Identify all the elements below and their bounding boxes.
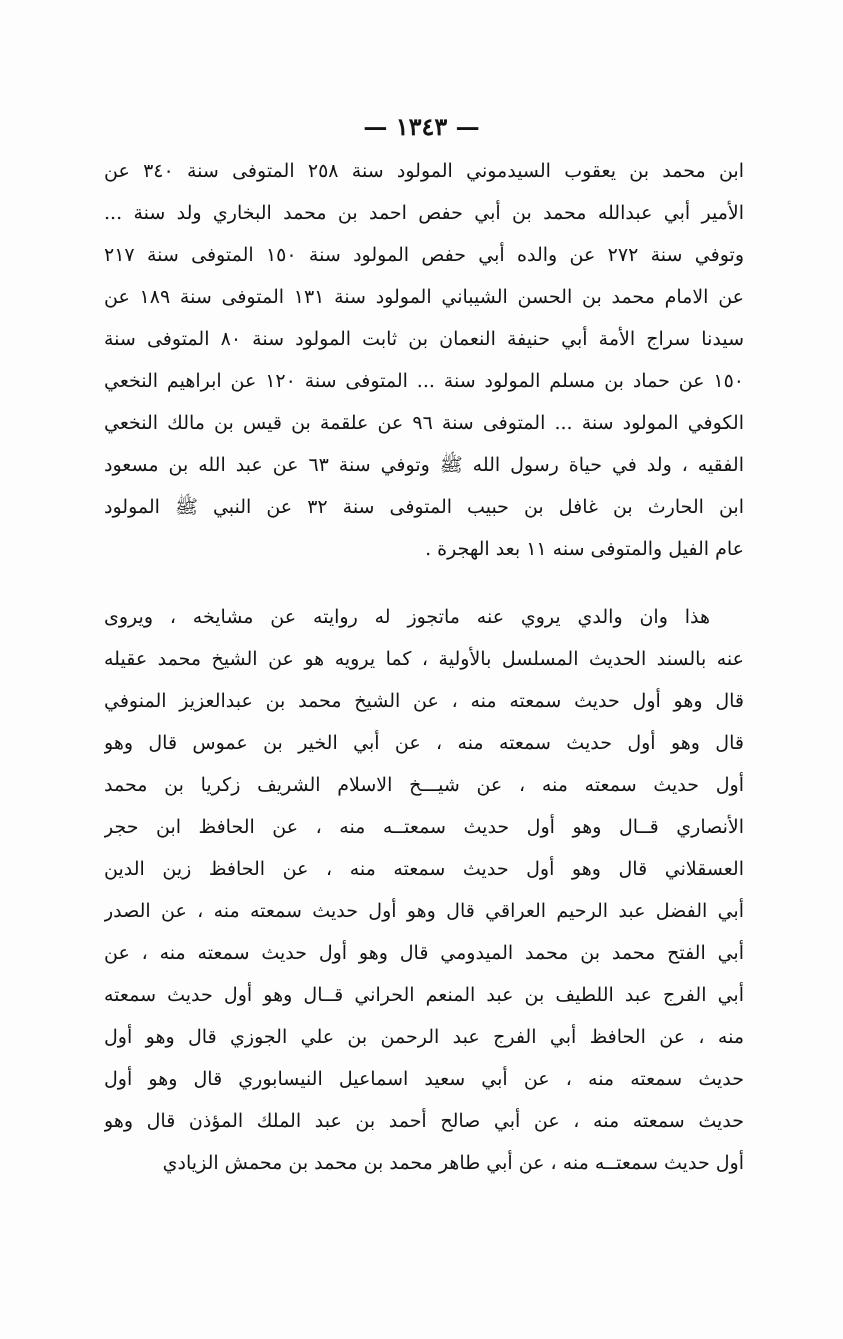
paragraph-chain-of-narration	[104, 150, 744, 570]
text-line: الكوفي المولود سنة ... المتوفى سنة ٩٦ عن علقمة بن قيس بن مالك النخعي	[104, 412, 744, 434]
text-line: سيدنا سراج الأمة أبي حنيفة النعمان بن ثابت المولود سنة ٨٠ المتوفى سنة	[104, 328, 744, 350]
text-line: ابن الحارث بن غافل بن حبيب المتوفى سنة ٣٢ عن النبي ﷺ المولود	[104, 496, 744, 518]
text-line: عن الامام محمد بن الحسن الشيباني المولود سنة ١٣١ المتوفى سنة ١٨٩ عن	[104, 286, 744, 308]
page-number: — ١٣٤٣ —	[363, 112, 480, 141]
text-line: أول حديث سمعته منه ، عن شيـــخ الاسلام الشريف زكريا بن محمد	[104, 774, 744, 796]
text-line: ١٥٠ عن حماد بن مسلم المولود سنة ... المتوفى سنة ١٢٠ عن ابراهيم النخعي	[104, 370, 744, 392]
text-line: ابن محمد بن يعقوب السيدموني المولود سنة ٢٥٨ المتوفى سنة ٣٤٠ عن	[104, 160, 744, 182]
text-line: أبي الفتح محمد بن محمد الميدومي قال وهو أول حديث سمعته منه ، عن	[104, 942, 744, 964]
text-line: عنه بالسند الحديث المسلسل بالأولية ، كما يرويه هو عن الشيخ محمد عقيله	[104, 648, 744, 670]
text-line: أول حديث سمعتــه منه ، عن أبي طاهر محمد بن محمد بن محمش الزيادي	[162, 1152, 744, 1174]
text-line: حديث سمعته منه ، عن أبي سعيد اسماعيل النيسابوري قال وهو أول	[104, 1068, 744, 1090]
text-line: حديث سمعته منه ، عن أبي صالح أحمد بن عبد الملك المؤذن قال وهو	[104, 1110, 744, 1132]
text-line: منه ، عن الحافظ أبي الفرج عبد الرحمن بن علي الجوزي قال وهو أول	[104, 1026, 744, 1048]
text-line: الأمير أبي عبدالله محمد بن أبي حفص احمد بن محمد البخاري ولد سنة ...	[104, 202, 744, 224]
text-line: أبي الفرج عبد اللطيف بن عبد المنعم الحراني قــال وهو أول حديث سمعته	[104, 984, 744, 1006]
text-line: قال وهو أول حديث سمعته منه ، عن الشيخ محمد بن عبدالعزيز المنوفي	[104, 690, 744, 712]
text-line: الأنصاري قــال وهو أول حديث سمعتــه منه ، عن الحافظ ابن حجر	[104, 816, 744, 838]
text-line: العسقلاني قال وهو أول حديث سمعته منه ، عن الحافظ زين الدين	[104, 858, 744, 880]
text-line: قال وهو أول حديث سمعته منه ، عن أبي الخير بن عموس قال وهو	[104, 732, 744, 754]
paragraph-musalsal-hadith	[104, 596, 744, 1184]
text-line: الفقيه ، ولد في حياة رسول الله ﷺ وتوفي سنة ٦٣ عن عبد الله بن مسعود	[104, 454, 744, 476]
text-line: هذا وان والدي يروي عنه ماتجوز له روايته عن مشايخه ، ويروى	[104, 606, 710, 628]
text-line: عام الفيل والمتوفى سنه ١١ بعد الهجرة .	[425, 538, 744, 560]
text-line: أبي الفضل عبد الرحيم العراقي قال وهو أول حديث سمعته منه ، عن الصدر	[104, 900, 744, 922]
text-line: وتوفي سنة ٢٧٢ عن والده أبي حفص المولود سنة ١٥٠ المتوفى سنة ٢١٧	[104, 244, 744, 266]
